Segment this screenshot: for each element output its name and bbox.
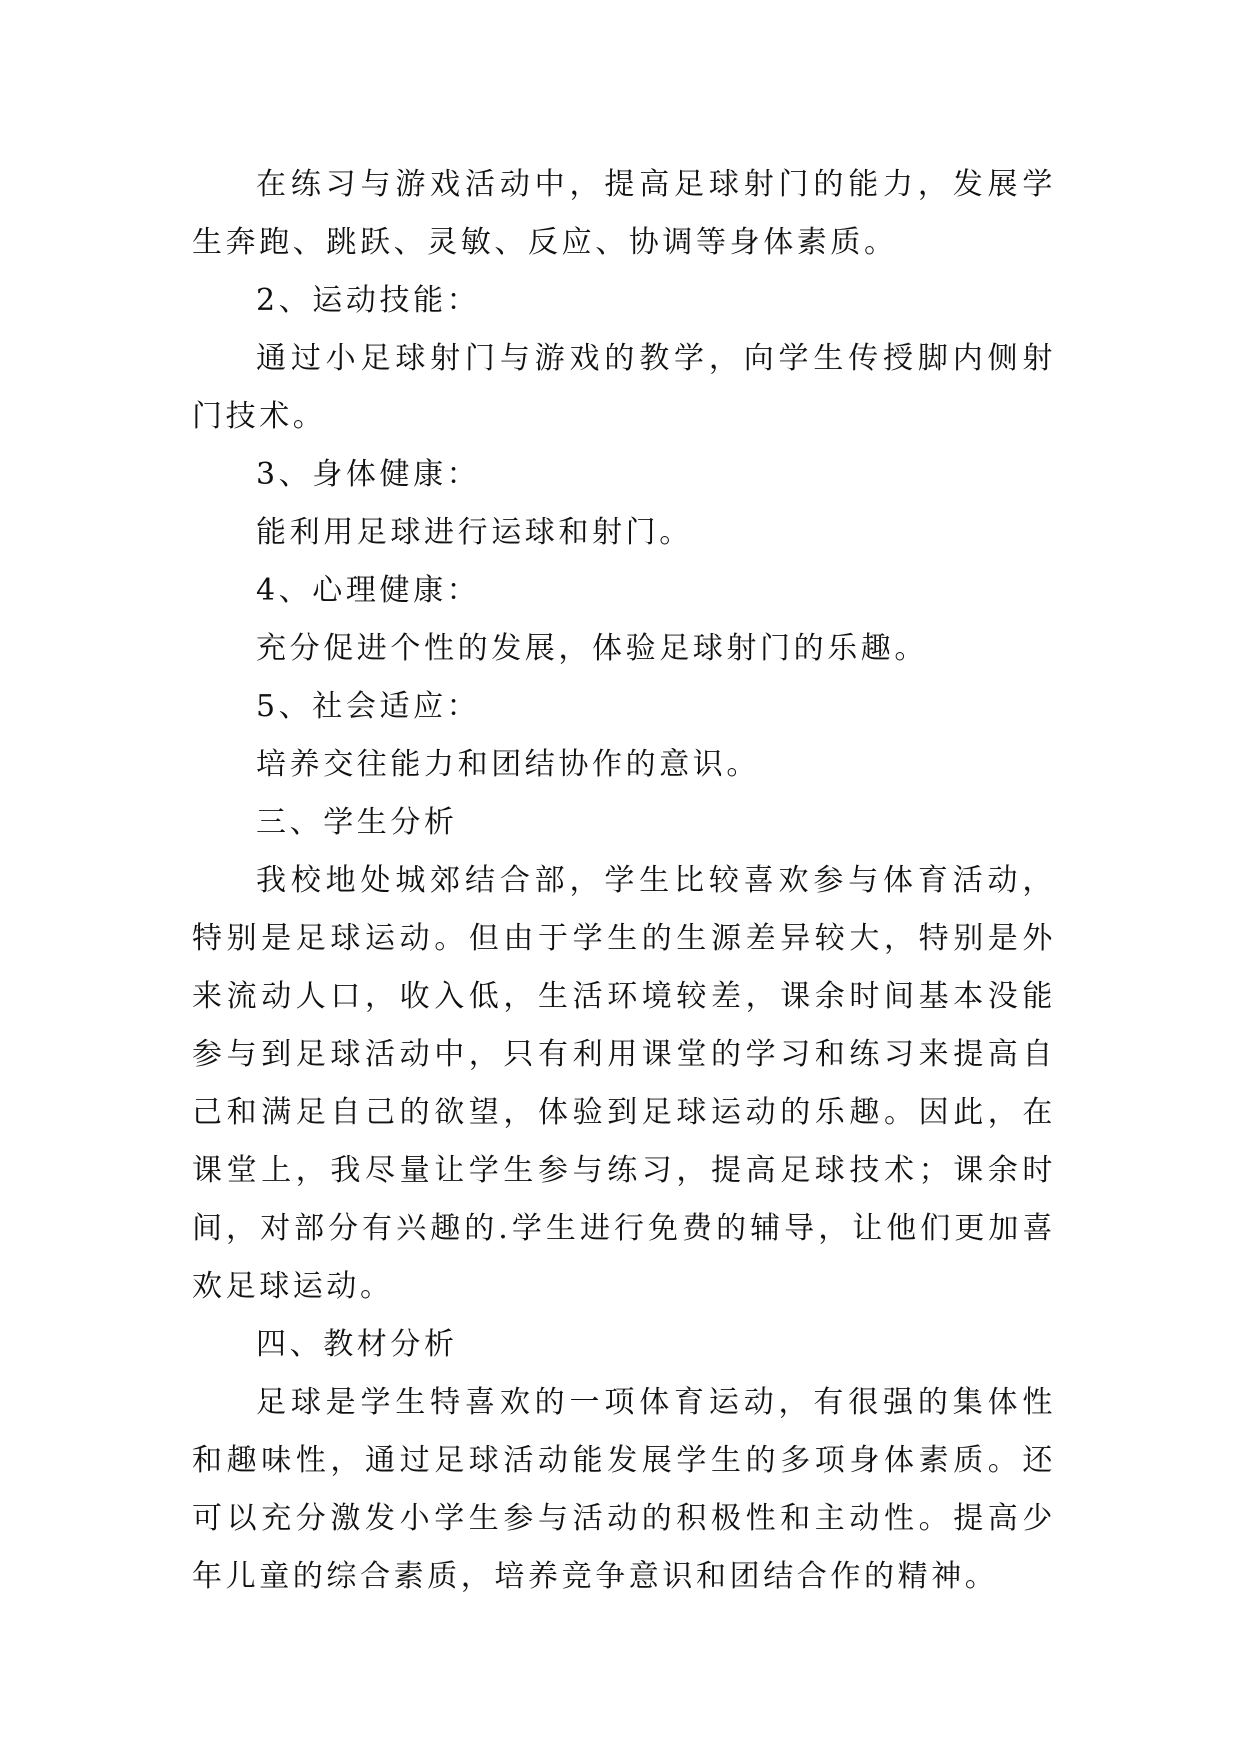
paragraph-physical-health: 能利用足球进行运球和射门。 [256, 515, 693, 550]
paragraph-student-analysis: 我校地处城郊结合部，学生比较喜欢参与体育活动，特别是足球运动。但由于学生的生源差异较大，特别是外来流动人口，收入低，生活环境较差，课余时间基本没能参与到足球活动中，只有利用课堂的学习和练习来提高自己和满足自己的欲望，体验到足球运动的乐趣。因此，在课堂上，我尽量让学生参与练习，提高足球技术；课余时间，对部分有兴趣的.学生进行免费的辅导，让他们更加喜欢足球运动。 [192, 863, 1056, 1304]
heading-mental-health: 4、心理健康： [256, 573, 481, 608]
document-body [192, 156, 1056, 1606]
heading-motor-skills: 2、运动技能： [256, 283, 481, 318]
paragraph-material-analysis: 足球是学生特喜欢的一项体育运动，有很强的集体性和趣味性，通过足球活动能发展学生的多项身体素质。还可以充分激发小学生参与活动的积极性和主动性。提高少年儿童的综合素质，培养竞争意识和团结合作的精神。 [192, 1385, 1056, 1594]
paragraph-motor-skills: 通过小足球射门与游戏的教学，向学生传授脚内侧射门技术。 [192, 341, 1056, 434]
heading-material-analysis: 四、教材分析 [256, 1327, 458, 1362]
paragraph-social-adaptation: 培养交往能力和团结协作的意识。 [256, 747, 760, 782]
heading-physical-health: 3、身体健康： [256, 457, 481, 492]
paragraph-learning-goal: 在练习与游戏活动中，提高足球射门的能力，发展学生奔跑、跳跃、灵敏、反应、协调等身体素质。 [192, 167, 1056, 260]
heading-social-adaptation: 5、社会适应： [256, 689, 481, 724]
heading-student-analysis: 三、学生分析 [256, 805, 458, 840]
paragraph-mental-health: 充分促进个性的发展，体验足球射门的乐趣。 [256, 631, 928, 666]
